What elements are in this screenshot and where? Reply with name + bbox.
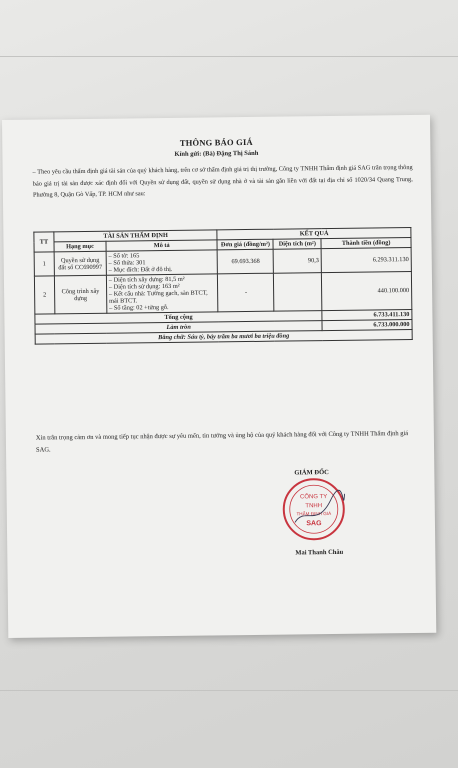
- row-desc: [106, 274, 218, 313]
- desc-line: – Diện tích sử dụng: 163 m²: [108, 282, 180, 291]
- col-desc: Mô tả: [106, 240, 218, 251]
- row-amount: 6.293.311.130: [321, 248, 411, 273]
- row-area: [274, 273, 322, 312]
- group-results: KẾT QUẢ: [217, 228, 411, 240]
- desc-line: – Số tầng: 02 +tửng gỗ.: [109, 303, 169, 312]
- total-label: Tổng cộng: [35, 311, 322, 325]
- row-desc: [106, 250, 218, 275]
- desc-line: – Kết cấu nhà: Tường gạch, sàn BTCT, mái BTCT.: [108, 289, 208, 305]
- col-unit-price: Đơn giá (đồng/m²): [217, 239, 273, 250]
- group-assets: TÀI SẢN THẨM ĐỊNH: [54, 230, 218, 242]
- stamp-text-bottom: SAG: [306, 520, 322, 528]
- table-row: [34, 272, 411, 315]
- stamp-text-mid: TNHH: [305, 503, 323, 510]
- rounded-label: Làm tròn: [35, 321, 322, 335]
- signer-title: GIÁM ĐỐC: [294, 469, 329, 477]
- greeting-label: Kính gửi:: [174, 150, 202, 158]
- floor-seam-1: [0, 56, 458, 57]
- row-unit-price: -: [218, 273, 274, 312]
- amount-in-words: Bằng chữ: Sáu tỷ, bảy trăm ba mươi ba triệu đồng: [35, 330, 412, 345]
- total-value: 6.733.411.130: [322, 310, 412, 321]
- company-stamp: [280, 476, 347, 543]
- quotation-document: [2, 115, 436, 638]
- desc-line: – Số tờ: 165: [108, 252, 140, 260]
- valuation-table: [33, 227, 412, 345]
- signer-name: Mai Thanh Châu: [295, 548, 344, 557]
- greeting-name: (Bà) Đặng Thị Sánh: [202, 149, 259, 158]
- row-category: Quyền sử dụng đất số CC690997: [54, 251, 106, 276]
- stamp-text-top: CÔNG TY: [299, 494, 328, 501]
- row-unit-price: 69.693.368: [218, 249, 274, 274]
- document-title: THÔNG BÁO GIÁ: [179, 136, 253, 148]
- greeting: [2, 148, 430, 160]
- col-category: Hạng mục: [54, 241, 106, 252]
- col-amount: Thành tiền (đồng): [321, 238, 411, 249]
- desc-line: – Diện tích xây dựng: 81,5 m²: [108, 275, 185, 284]
- stamp-text-low: THẨM ĐỊNH GIÁ: [296, 511, 332, 517]
- row-area: 90,3: [273, 249, 321, 274]
- desc-line: – Mục đích: Đất ở đô thị.: [108, 265, 173, 274]
- rounded-value: 6.733.000.000: [322, 320, 412, 331]
- closing-paragraph: Xin trân trọng cảm ơn và mong tiếp tục nhận được sự yêu mến, tin tưởng và ủng hộ của quý khách hàng đối với Công ty TNHH Thẩm định giá SAG.: [35, 430, 409, 454]
- row-tt: 1: [34, 252, 54, 276]
- floor-seam-2: [0, 690, 458, 691]
- col-area: Diện tích (m²): [273, 239, 321, 250]
- row-amount: 440.100.000: [322, 272, 412, 311]
- intro-paragraph: – Theo yêu cầu thẩm định giá tài sản của quý khách hàng, trên cơ sở thẩm định giá trị thị trường, Công ty TNHH Thẩm định giá SAG trân trọng thông báo giá trị tài sản được xác định đối với Quyền sử dụng đất, quyền sử dụng nhà ở và tài sản gắn liền với đất tại địa chỉ số 1020/34 Quang Trung, Phường 8, Quận Gò Vấp, TP. HCM như sau:: [32, 163, 413, 199]
- col-tt: TT: [34, 232, 54, 252]
- desc-line: – Số thửa: 301: [108, 259, 146, 267]
- row-tt: 2: [34, 276, 54, 314]
- row-category: Công trình xây dựng: [54, 275, 106, 314]
